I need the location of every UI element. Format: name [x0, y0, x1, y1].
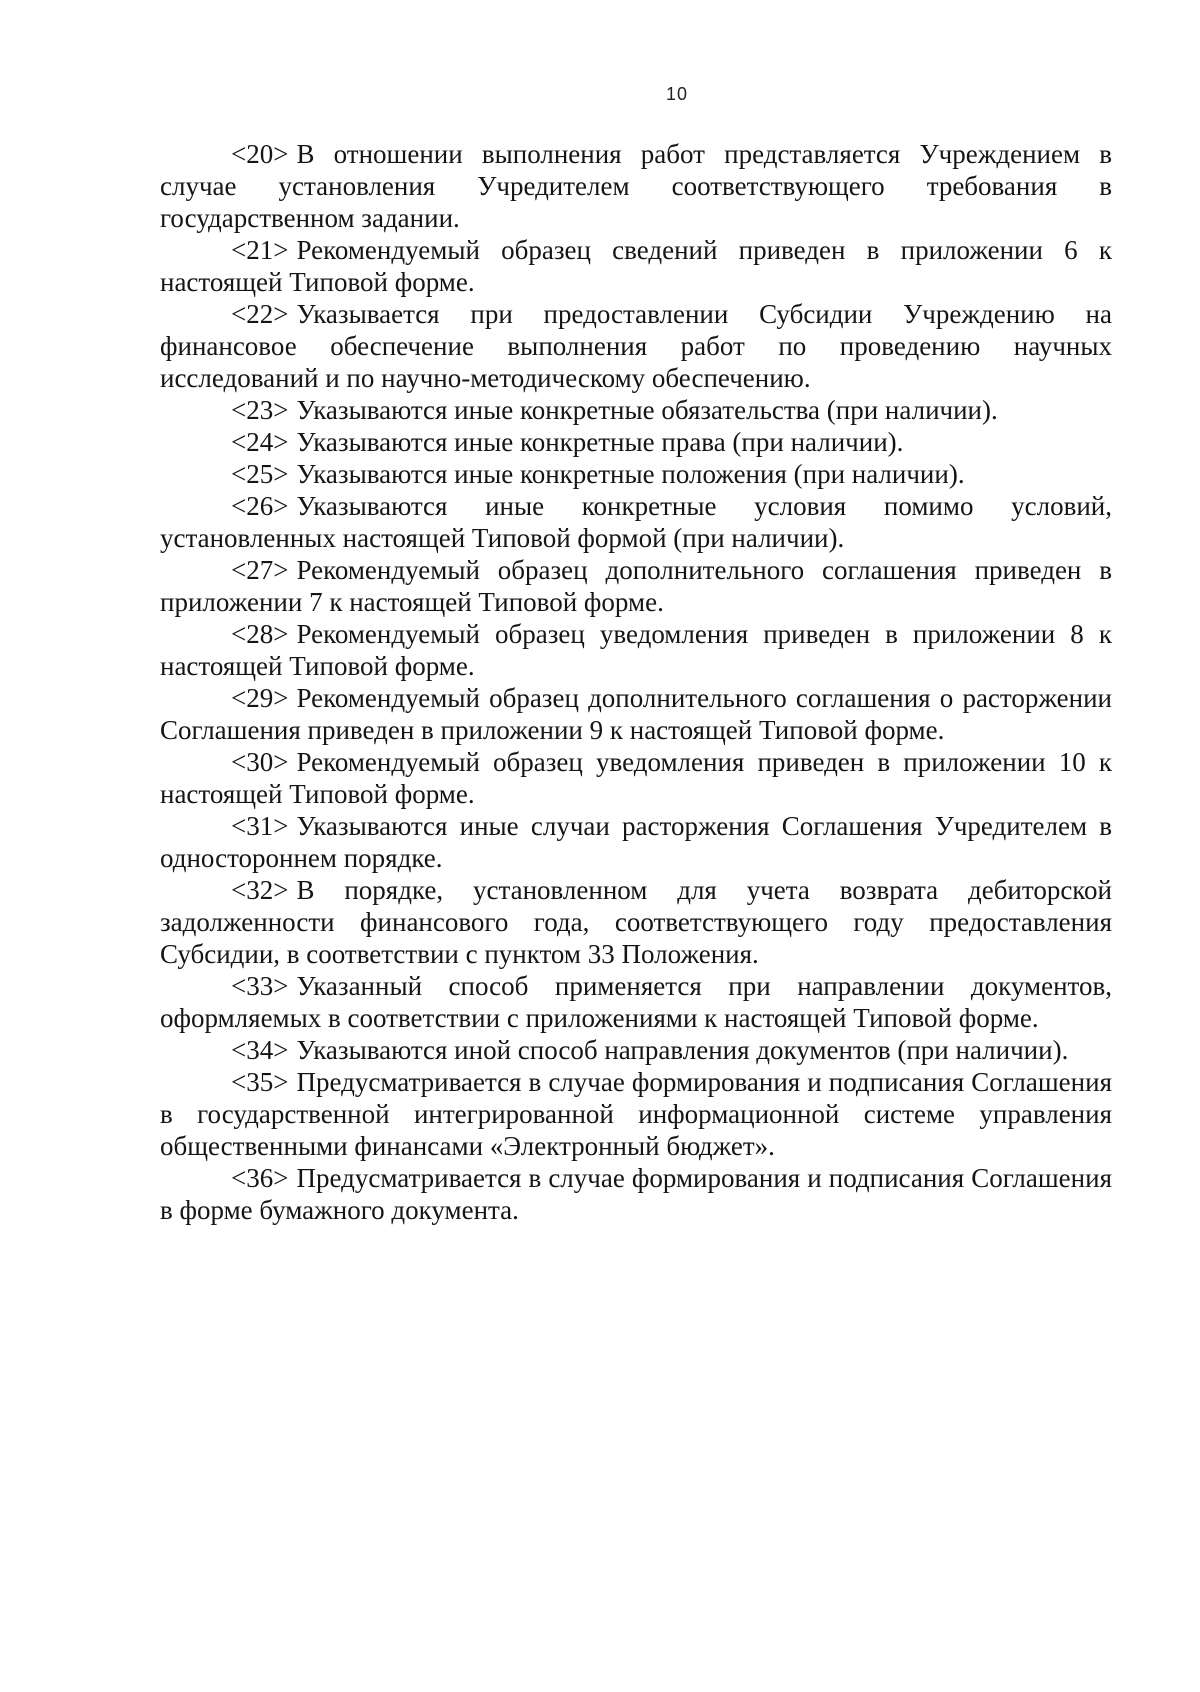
footnote-marker: <28>: [231, 619, 289, 649]
footnote-34: [160, 1034, 1112, 1066]
footnote-marker: <25>: [231, 459, 289, 489]
footnote-marker: <20>: [231, 139, 289, 169]
footnote-marker: <29>: [231, 683, 289, 713]
footnote-text: Указываются иной способ направления документов (при наличии).: [296, 1035, 1069, 1065]
footnote-text: Рекомендуемый образец дополнительного соглашения о расторжении Соглашения приведен в приложении 9 к настоящей Типовой форме.: [160, 683, 1112, 745]
footnote-25: [160, 458, 1112, 490]
footnote-32: [160, 874, 1112, 970]
footnote-36: [160, 1162, 1112, 1226]
footnotes-list: [160, 138, 1112, 1226]
footnote-31: [160, 810, 1112, 874]
footnote-27: [160, 554, 1112, 618]
footnote-text: В порядке, установленном для учета возврата дебиторской задолженности финансового года, соответствующего году предоставления Субсидии, в соответствии с пунктом 33 Положения.: [160, 875, 1112, 969]
footnote-text: Указывается при предоставлении Субсидии Учреждению на финансовое обеспечение выполнения работ по проведению научных исследований и по научно-методическому обеспечению.: [160, 299, 1112, 393]
footnote-22: [160, 298, 1112, 394]
footnote-33: [160, 970, 1112, 1034]
footnote-23: [160, 394, 1112, 426]
footnote-text: Предусматривается в случае формирования и подписания Соглашения в форме бумажного документа.: [160, 1163, 1112, 1225]
footnote-marker: <23>: [231, 395, 289, 425]
footnote-marker: <32>: [231, 875, 289, 905]
footnote-30: [160, 746, 1112, 810]
footnote-29: [160, 682, 1112, 746]
footnote-marker: <22>: [231, 299, 289, 329]
footnote-marker: <30>: [231, 747, 289, 777]
footnote-marker: <35>: [231, 1067, 289, 1097]
footnote-28: [160, 618, 1112, 682]
footnote-text: Предусматривается в случае формирования и подписания Соглашения в государственной интегрированной информационной системе управления общественными финансами «Электронный бюджет».: [160, 1067, 1112, 1161]
footnote-text: Указываются иные конкретные права (при наличии).: [296, 427, 904, 457]
footnote-text: Указываются иные конкретные обязательства (при наличии).: [296, 395, 998, 425]
footnote-24: [160, 426, 1112, 458]
footnote-text: Указанный способ применяется при направлении документов, оформляемых в соответствии с приложениями к настоящей Типовой форме.: [160, 971, 1112, 1033]
footnote-text: Указываются иные конкретные положения (при наличии).: [296, 459, 965, 489]
footnote-text: Рекомендуемый образец уведомления приведен в приложении 10 к настоящей Типовой форме.: [160, 747, 1112, 809]
footnote-marker: <36>: [231, 1163, 289, 1193]
footnote-text: Указываются иные случаи расторжения Соглашения Учредителем в одностороннем порядке.: [160, 811, 1112, 873]
footnote-20: [160, 138, 1112, 234]
footnote-marker: <33>: [231, 971, 289, 1001]
page-number: 10: [665, 84, 689, 104]
footnote-marker: <26>: [231, 491, 289, 521]
footnote-marker: <21>: [231, 235, 289, 265]
footnote-text: Указываются иные конкретные условия помимо условий, установленных настоящей Типовой формой (при наличии).: [160, 491, 1112, 553]
footnote-text: Рекомендуемый образец сведений приведен в приложении 6 к настоящей Типовой форме.: [160, 235, 1112, 297]
footnote-marker: <27>: [231, 555, 289, 585]
footnote-text: Рекомендуемый образец дополнительного соглашения приведен в приложении 7 к настоящей Типовой форме.: [160, 555, 1112, 617]
footnote-text: Рекомендуемый образец уведомления приведен в приложении 8 к настоящей Типовой форме.: [160, 619, 1112, 681]
footnote-text: В отношении выполнения работ представляется Учреждением в случае установления Учредителем соответствующего требования в государственном задании.: [160, 139, 1112, 233]
footnote-21: [160, 234, 1112, 298]
footnote-35: [160, 1066, 1112, 1162]
footnote-26: [160, 490, 1112, 554]
footnote-marker: <24>: [231, 427, 289, 457]
footnote-marker: <34>: [231, 1035, 289, 1065]
footnote-marker: <31>: [231, 811, 289, 841]
